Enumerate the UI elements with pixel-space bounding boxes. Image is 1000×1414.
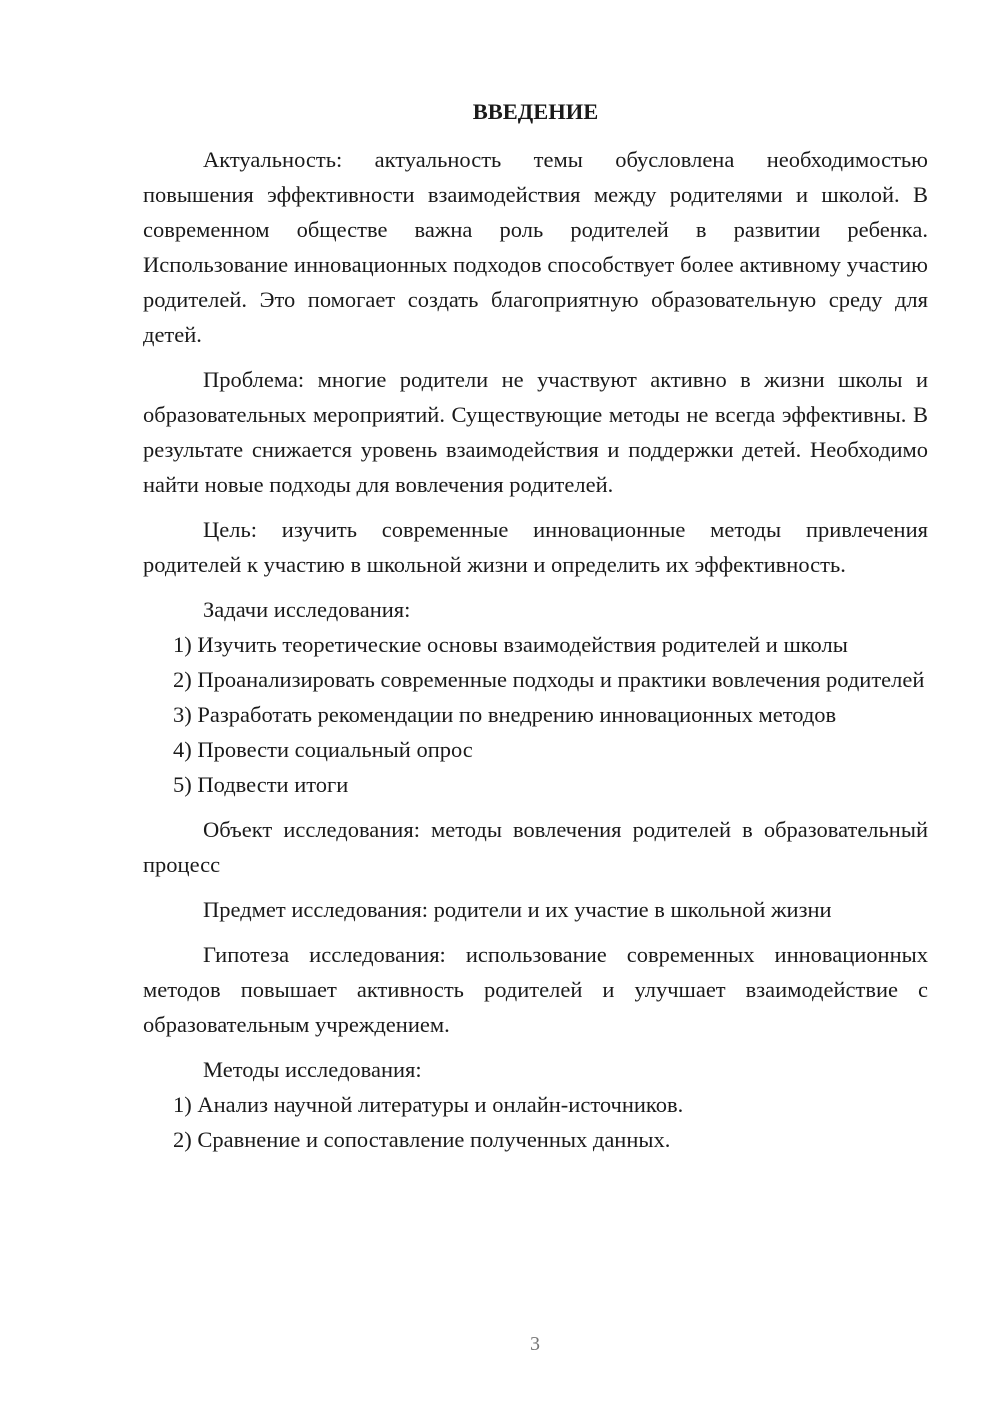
task-item: 3) Разработать рекомендации по внедрению инновационных методов — [173, 702, 837, 727]
relevance-paragraph: Актуальность: актуальность темы обусловлена необходимостью повышения эффективности взаимодействия между родителями и школой. В современном обществе важна роль родителей в развитии ребенка. Использование инновационных подходов способствует более активному участию родителей. Это помогает создать благоприятную образовательную среду для детей. — [143, 147, 928, 347]
hypothesis-paragraph: Гипотеза исследования: использование современных инновационных методов повышает активность родителей и улучшает взаимодействие с образовательным учреждением. — [143, 942, 928, 1037]
method-item: 2) Сравнение и сопоставление полученных данных. — [173, 1127, 671, 1152]
problem-paragraph: Проблема: многие родители не участвуют активно в жизни школы и образовательных мероприятий. Существующие методы не всегда эффективны. В результате снижается уровень взаимодействия и поддержки детей. Необходимо найти новые подходы для вовлечения родителей. — [143, 367, 928, 497]
subject-paragraph: Предмет исследования: родители и их участие в школьной жизни — [203, 897, 832, 922]
task-item: 2) Проанализировать современные подходы и практики вовлечения родителей — [173, 667, 925, 692]
goal-paragraph: Цель: изучить современные инновационные методы привлечения родителей к участию в школьной жизни и определить их эффективность. — [143, 517, 928, 577]
document-page — [143, 94, 928, 1157]
task-item: 1) Изучить теоретические основы взаимодействия родителей и школы — [173, 632, 848, 657]
task-item: 4) Провести социальный опрос — [173, 737, 473, 762]
section-title: ВВЕДЕНИЕ — [472, 99, 599, 124]
task-item: 5) Подвести итоги — [173, 772, 349, 797]
methods-heading: Методы исследования: — [203, 1057, 422, 1082]
page-number: 3 — [530, 1333, 540, 1355]
tasks-heading: Задачи исследования: — [203, 597, 411, 622]
object-paragraph: Объект исследования: методы вовлечения родителей в образовательный процесс — [143, 817, 928, 877]
method-item: 1) Анализ научной литературы и онлайн-источников. — [173, 1092, 684, 1117]
